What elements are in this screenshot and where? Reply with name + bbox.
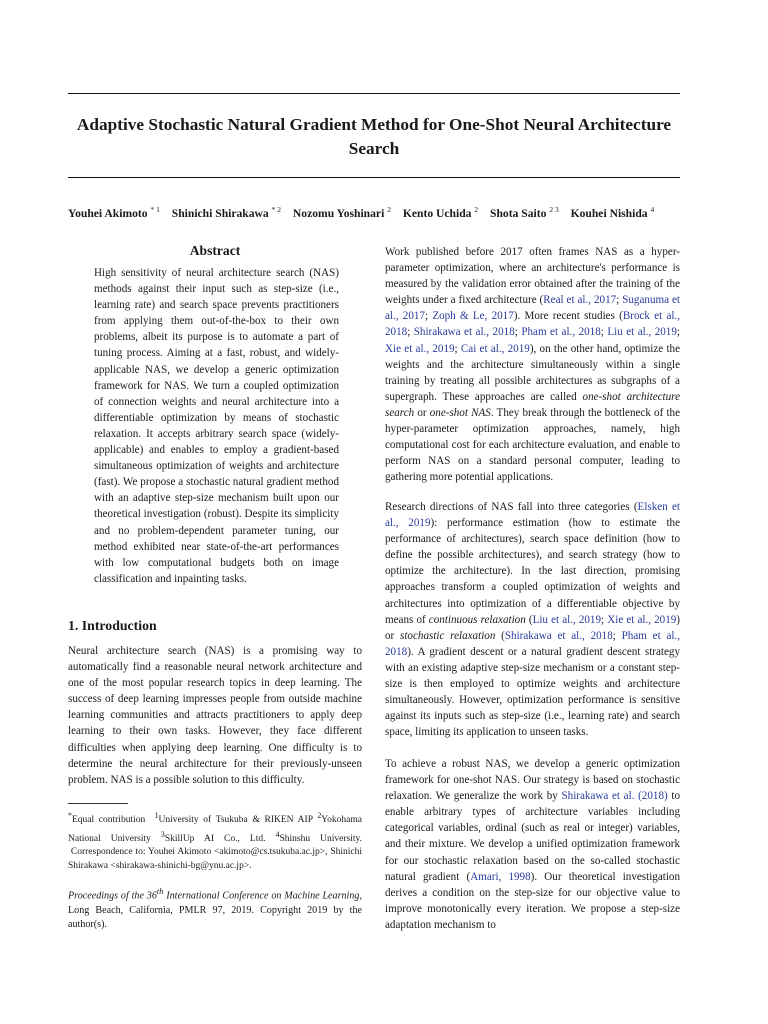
body-text: ; (407, 326, 414, 339)
author: Shinichi Shirakawa $^{* 2}$ (171, 205, 282, 220)
citation-link[interactable]: Elsken et al., 2019 (385, 501, 680, 530)
body-text: ( (495, 629, 505, 642)
citation-link[interactable]: Liu et al., 2019 (532, 613, 602, 626)
introduction-paragraph: Neural architecture search (NAS) is a promising way to automatically find a reasonable neural network architecture and one of the most popular research topics in deep learning. The success of deep learning impresses people from outside machine learning communities and attracts practitioners to apply deep learning to their own tasks. However, they face different difficulties when applying deep learning. One difficulty is to determine the neural architecture for their previously-unseen problem. NAS is a possible solution to this difficulty. (68, 645, 362, 786)
author-list (68, 201, 680, 223)
footnote: *Equal contribution $^1$University of Tsukuba & RIKEN AIP $^2$Yokohama National University $^3$SkillUp AI Co., Ltd. $^4$Shinshu University. Correspondence to: Youhei Akimoto <akimoto@cs.tsukuba.ac.jp>, Shinichi Shirakawa <shirakawa-shinichi-bg@ynu.ac.jp>. (68, 811, 363, 871)
proceedings-note: Proceedings of the 36th International Conference on Machine Learning, Long Beach, California, PMLR 97, 2019. Copyright 2019 by the author(s). (68, 887, 362, 930)
body-text: to enable arbitrary types of architecture variables including categorical variables, ordinal (such as real or integer) variables, and their mixture. We develop a unified optimization framework for our stochastic relaxation based on the so-called stochastic natural gradient ( (385, 790, 680, 883)
body-text: Research directions of NAS fall into three categories ( (385, 501, 638, 513)
abstract-paragraph: High sensitivity of neural architecture search (NAS) methods against their input such as step-size (i.e., learning rate) and search space prevents practitioners from applying them out-of-the-box to their own problems, albeit its purpose is to automate a part of tuning process. Aiming at a fast, robust, and widely-applicable NAS, we develop a generic optimization framework for NAS. We turn a coupled optimization of connection weights and neural architecture into a differentiable optimization by means of stochastic relaxation. It accepts arbitrary search space (widely-applicable) and enables to employ a gradient-based simultaneous optimization of weights and architecture (fast). We propose a stochastic natural gradient method with an adaptive step-size mechanism built upon our theoretical investigation (robust). Despite its simplicity and no problem-dependent parameter tuning, our method exhibited near state-of-the-art performances with low computational budgets both on image classification and inpainting tasks. (94, 267, 339, 585)
emphasized-term: stochastic relaxation (400, 629, 496, 642)
author: Youhei Akimoto $^{* 1}$ (68, 205, 160, 220)
citation-link[interactable]: Shirakawa et al., 2018 (504, 629, 613, 642)
citation-link[interactable]: Shirakawa et al., 2018 (413, 326, 515, 339)
right-paragraph-3 (385, 756, 680, 933)
citation-link[interactable]: Pham et al., 2018 (385, 629, 681, 658)
author: Kouhei Nishida $^4$ (570, 205, 655, 220)
footnote-rule (68, 803, 128, 804)
body-text: ; (616, 294, 623, 307)
body-text: ; (600, 326, 608, 339)
citation-link[interactable]: Amari, 1998 (470, 870, 531, 883)
bottom-rule (68, 177, 680, 178)
paper-title: Adaptive Stochastic Natural Gradient Method for One-Shot Neural Architecture Search (76, 115, 672, 158)
citation-link[interactable]: Zoph & Le, 2017 (432, 310, 514, 323)
citation-link[interactable]: Shirakawa et al. (2018) (561, 790, 668, 803)
body-text: ; (454, 342, 461, 355)
body-text: ), on the other hand, optimize the weights and the architecture simultaneously within a single training by treating all possible architectures as subgraphs of a supergraph. These approaches are called (385, 342, 680, 403)
right-paragraph-1 (385, 244, 680, 485)
body-text: ): performance estimation (how to estimate the performance of architectures), search space definition (how to define the possible architectures), and search strategy (how to optimize the architecture). In the last direction, promising approaches transform a coupled optimization of weights and architectures into optimization of a differentiable objective by means of (385, 517, 680, 626)
body-text: To achieve a robust NAS, we develop a generic optimization framework for one-shot NAS. Our strategy is based on stochastic relaxation. We generalize the work by (385, 758, 680, 803)
citation-link[interactable]: Brock et al., 2018 (385, 310, 681, 339)
citation-link[interactable]: Suganuma et al., 2017 (385, 294, 680, 323)
author: Shota Saito $^{2 3}$ (490, 205, 559, 220)
body-text: ; (612, 629, 622, 642)
body-text: ). Our theoretical investigation derives a condition on the step-size for our objective value to improve monotonically every iteration. We propose a step-size adaptation mechanism to (385, 870, 680, 931)
body-text: or (414, 406, 430, 419)
section-heading-introduction: 1. Introduction (68, 618, 157, 633)
citation-link[interactable]: Cai et al., 2019 (460, 342, 530, 355)
body-text: ; (514, 326, 522, 339)
citation-link[interactable]: Liu et al., 2019 (607, 326, 677, 339)
body-text: ). More recent studies ( (513, 310, 623, 323)
right-paragraph-2 (385, 499, 680, 740)
author: Nozomu Yoshinari $^2$ (292, 205, 391, 220)
top-rule (68, 93, 680, 94)
body-text: ; (601, 613, 608, 626)
emphasized-term: one-shot NAS (429, 406, 491, 419)
body-text: ; (424, 310, 433, 323)
introduction-text (68, 643, 362, 788)
citation-link[interactable]: Real et al., 2017 (543, 294, 617, 307)
body-text: Work published before 2017 often frames NAS as a hyper-parameter optimization, where an architecture's performance is measured by the validation error obtained after the training of the weights under a fixed architecture ( (385, 246, 680, 307)
body-text: ( (525, 613, 533, 626)
emphasized-term: continuous relaxation (428, 613, 526, 626)
author: Kento Uchida $^2$ (402, 205, 479, 220)
citation-link[interactable]: Xie et al., 2019 (385, 342, 455, 355)
emphasized-term: one-shot architecture search (385, 390, 681, 419)
citation-link[interactable]: Pham et al., 2018 (521, 326, 601, 339)
abstract-text (94, 265, 339, 587)
body-text: ; (676, 326, 680, 339)
citation-link[interactable]: Xie et al., 2019 (607, 613, 677, 626)
abstract-heading: Abstract (189, 243, 241, 258)
body-text: . They break through the bottleneck of the hyper-parameter optimization approaches, namely, high computational cost for each architecture evaluation, and enable to perform NAS on a standard personal computer, leading to gathering more potential applications. (385, 406, 680, 484)
body-text: ) or (385, 613, 680, 642)
body-text: ). A gradient descent or a natural gradient descent strategy with an existing adaptive step-size mechanism or a constant step-size is then employed to optimize weights and architecture simultaneously. However, optimization performance is sensitive against its inputs such as step-size (i.e., learning rate) and search space, limiting its application to unseen tasks. (385, 645, 680, 739)
